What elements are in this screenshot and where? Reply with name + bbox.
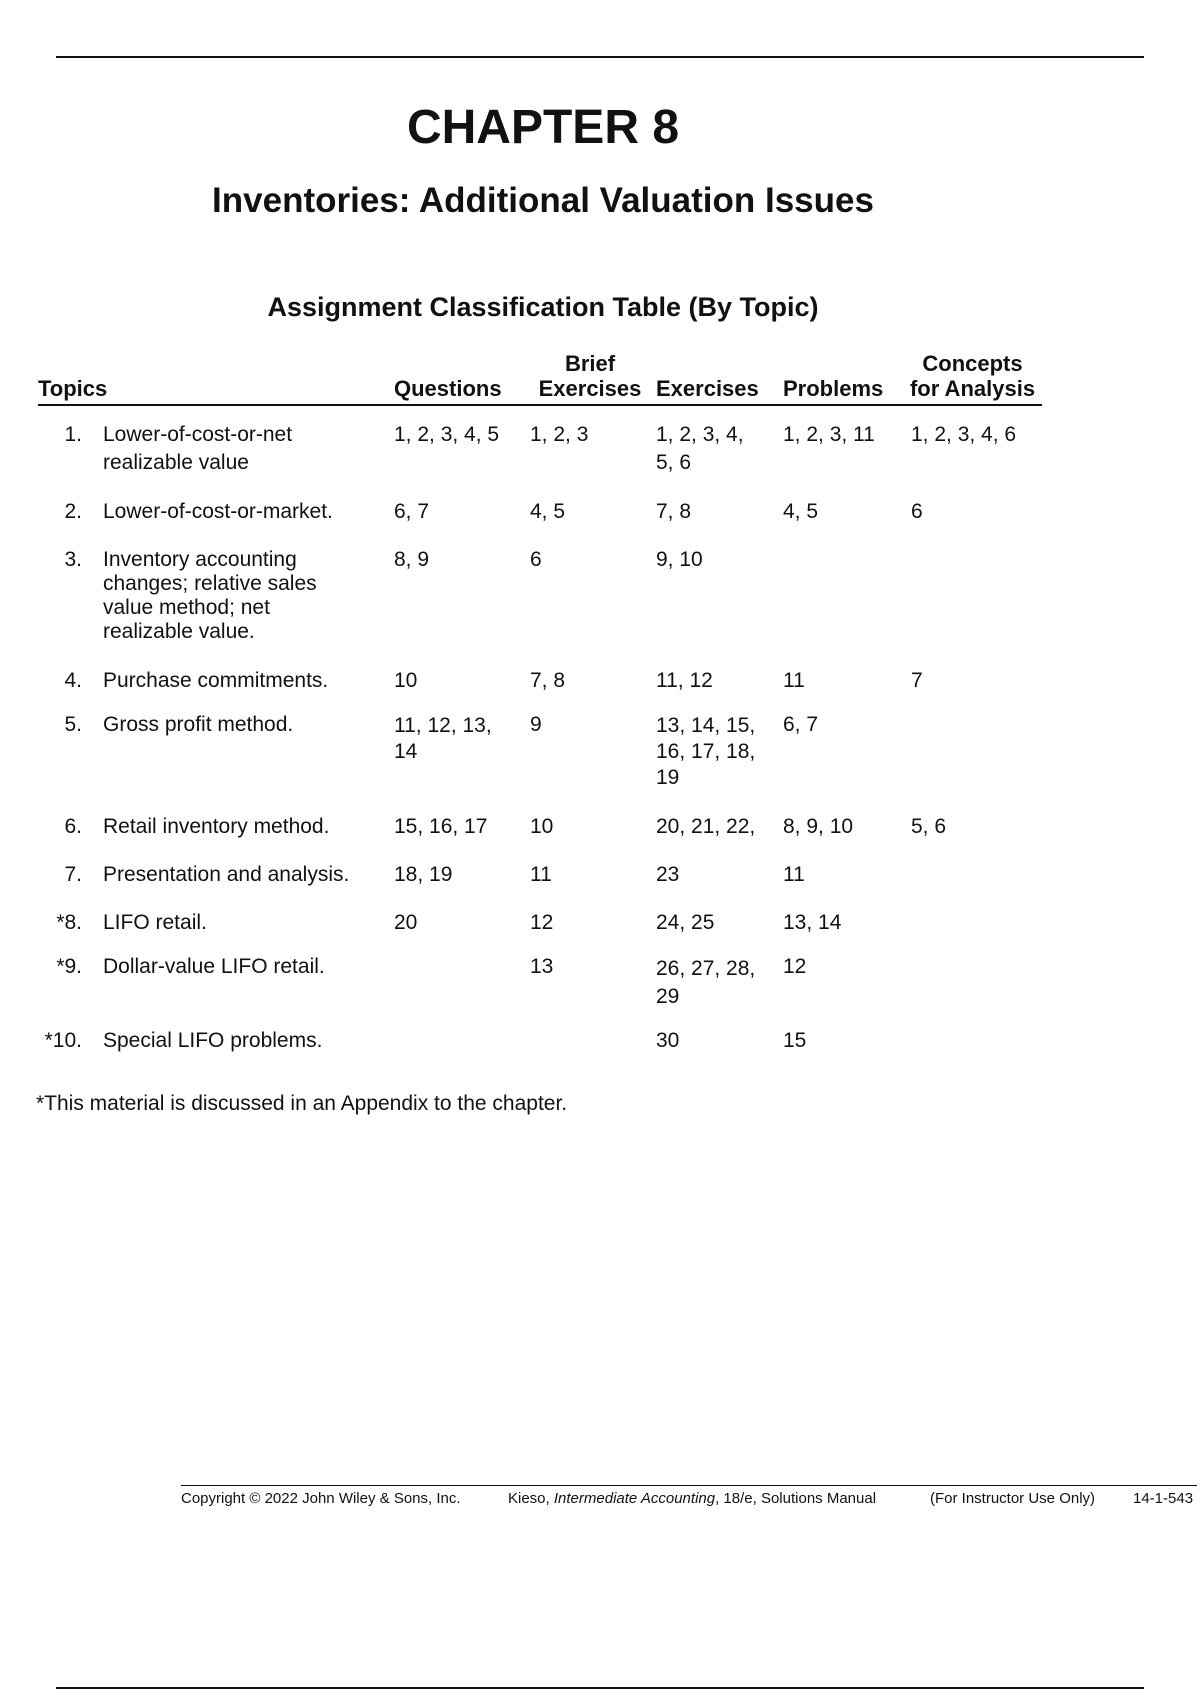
- row-exercises: 30: [656, 1029, 680, 1052]
- row-questions: 6, 7: [394, 500, 430, 523]
- header-concepts-line2: for Analysis: [909, 376, 1036, 401]
- row-questions: 1, 2, 3, 4, 5: [394, 423, 500, 446]
- footer-author: Kieso,: [508, 1490, 550, 1507]
- row-questions: 8, 9: [394, 548, 430, 571]
- row-number: *9.: [56, 955, 82, 978]
- row-problems: 6, 7: [783, 713, 819, 736]
- row-number: 3.: [64, 548, 82, 571]
- row-topic: LIFO retail.: [103, 911, 207, 934]
- row-exercises: 24, 25: [656, 911, 715, 934]
- row-exercises: 13, 14, 15, 16, 17, 18, 19: [656, 714, 756, 789]
- row-number: 6.: [64, 815, 82, 838]
- row-problems: 8, 9, 10: [783, 815, 854, 838]
- row-problems: 13, 14: [783, 911, 842, 934]
- row-exercises: 7, 8: [656, 500, 692, 523]
- row-number: *8.: [56, 911, 82, 934]
- header-questions: Questions: [394, 376, 502, 401]
- row-brief-exercises: 4, 5: [530, 500, 566, 523]
- row-topic: Lower-of-cost-or-net realizable value: [103, 423, 293, 474]
- footer-page-number: 14-1-543: [1133, 1490, 1194, 1507]
- row-exercises: 26, 27, 28, 29: [656, 957, 756, 1008]
- bottom-rule: [56, 1687, 1144, 1689]
- row-brief-exercises: 10: [530, 815, 554, 838]
- header-brief-line1: Brief: [564, 351, 616, 376]
- footer-book-citation: [508, 1490, 876, 1508]
- row-number: 7.: [64, 863, 82, 886]
- row-topic: Gross profit method.: [103, 713, 294, 736]
- header-rule: [38, 404, 1042, 406]
- row-topic: Special LIFO problems.: [103, 1029, 323, 1052]
- row-exercises: 20, 21, 22,: [656, 815, 756, 838]
- row-problems: 1, 2, 3, 11: [783, 423, 875, 446]
- row-questions: 11, 12, 13, 14: [394, 714, 492, 763]
- row-concepts: 6: [911, 500, 923, 523]
- row-number: 1.: [64, 423, 82, 446]
- header-exercises: Exercises: [656, 376, 759, 401]
- row-brief-exercises: 12: [530, 911, 554, 934]
- row-topic: Presentation and analysis.: [103, 863, 350, 886]
- row-topic: Lower-of-cost-or-market.: [103, 500, 333, 523]
- footer-edition: , 18/e, Solutions Manual: [715, 1490, 877, 1507]
- row-concepts: 7: [911, 669, 923, 692]
- row-questions: 10: [394, 669, 418, 692]
- row-concepts: 5, 6: [911, 815, 947, 838]
- row-number: 4.: [64, 669, 82, 692]
- row-problems: 11: [783, 863, 805, 886]
- row-problems: 11: [783, 669, 805, 692]
- row-brief-exercises: 13: [530, 955, 554, 978]
- row-problems: 12: [783, 955, 807, 978]
- row-problems: 4, 5: [783, 500, 819, 523]
- row-brief-exercises: 1, 2, 3: [530, 423, 589, 446]
- header-topics: Topics: [38, 376, 108, 401]
- header-brief-line2: Exercises: [538, 376, 642, 401]
- row-topic: Dollar-value LIFO retail.: [103, 955, 325, 978]
- header-concepts-line1: Concepts: [922, 351, 1023, 376]
- chapter-title: CHAPTER 8: [406, 101, 680, 154]
- row-number: 2.: [64, 500, 82, 523]
- row-number: 5.: [64, 713, 82, 736]
- row-questions: 20: [394, 911, 418, 934]
- row-exercises: 1, 2, 3, 4, 5, 6: [656, 423, 744, 474]
- row-brief-exercises: 7, 8: [530, 669, 566, 692]
- row-concepts: 1, 2, 3, 4, 6: [911, 423, 1017, 446]
- row-topic: Inventory accounting changes; relative sales value method; net realizable value.: [103, 548, 317, 643]
- table-title: Assignment Classification Table (By Topic): [267, 292, 819, 322]
- row-exercises: 23: [656, 863, 680, 886]
- top-rule: [56, 56, 1144, 58]
- footer-book-title: Intermediate Accounting: [553, 1490, 716, 1507]
- row-questions: 18, 19: [394, 863, 453, 886]
- row-exercises: 9, 10: [656, 548, 703, 571]
- chapter-subtitle: Inventories: Additional Valuation Issues: [212, 181, 874, 220]
- row-exercises: 11, 12: [656, 669, 713, 692]
- row-topic: Purchase commitments.: [103, 669, 329, 692]
- row-brief-exercises: 9: [530, 713, 542, 736]
- footer-instructor-note: (For Instructor Use Only): [930, 1490, 1096, 1507]
- footer-rule: [181, 1485, 1197, 1486]
- row-topic: Retail inventory method.: [103, 815, 330, 838]
- row-questions: 15, 16, 17: [394, 815, 488, 838]
- footer-copyright: Copyright © 2022 John Wiley & Sons, Inc.: [181, 1490, 461, 1507]
- header-problems: Problems: [783, 376, 884, 401]
- appendix-footnote: *This material is discussed in an Appendix to the chapter.: [36, 1092, 568, 1115]
- row-brief-exercises: 6: [530, 548, 542, 571]
- row-problems: 15: [783, 1029, 807, 1052]
- row-number: *10.: [44, 1029, 82, 1052]
- row-brief-exercises: 11: [530, 863, 552, 886]
